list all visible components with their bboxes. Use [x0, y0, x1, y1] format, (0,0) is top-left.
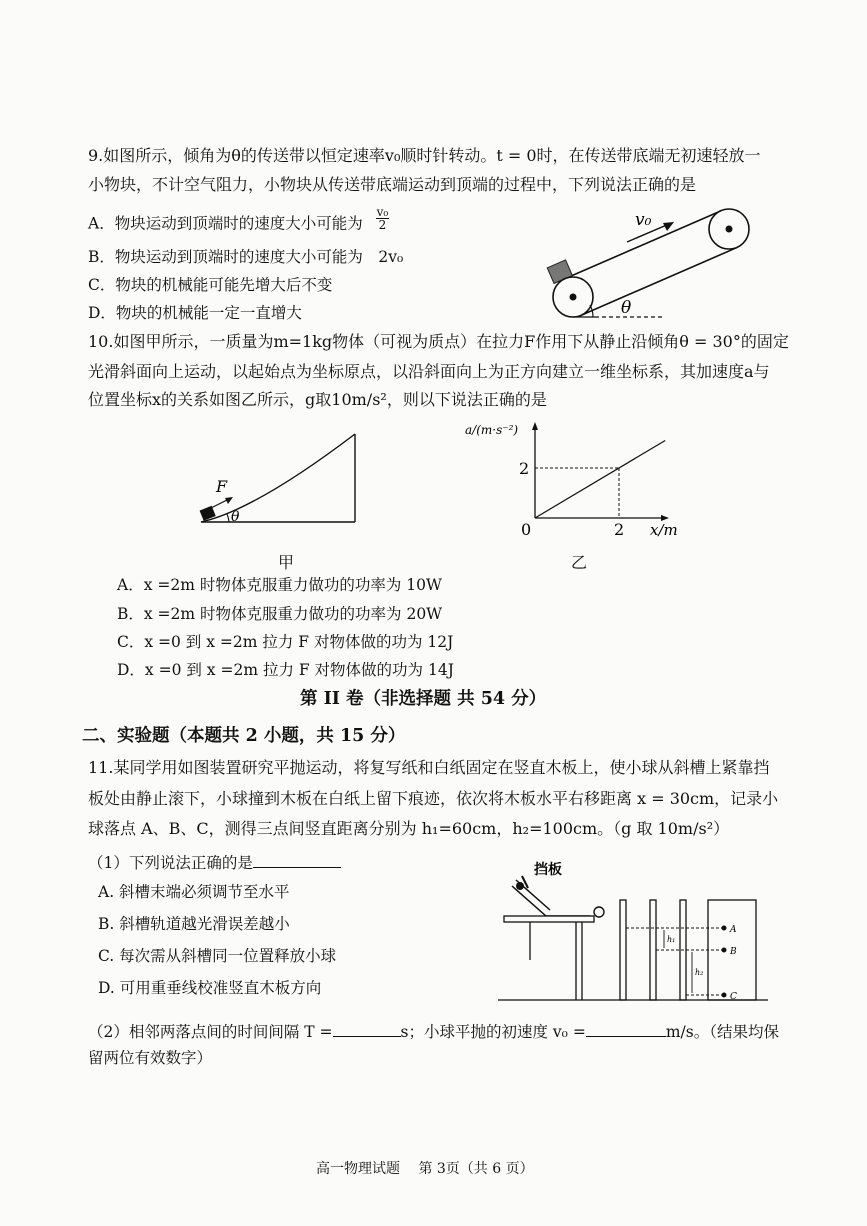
q9-option-c[interactable]: C．物块的机械能可能先增大后不变 [88, 276, 333, 294]
q9-fraction-numerator: v₀ [376, 205, 389, 219]
q11-sub2-text1: （2）相邻两落点间的时间间隔 T = [88, 1023, 333, 1041]
q9-fraction-denominator: 2 [378, 218, 387, 232]
q11-sub2-text2: s；小球平抛的初速度 v₀ = [400, 1023, 586, 1041]
board-position-1 [620, 900, 626, 1000]
q11-option-c[interactable]: C. 每次需从斜槽同一位置释放小球 [98, 947, 337, 965]
h1-label: h₁ [667, 935, 676, 944]
page-footer: 高一物理试题 第 3页（共 6 页） [316, 1161, 534, 1177]
q11-sub1 [88, 853, 341, 872]
conveyor-belt-figure [545, 205, 775, 323]
q10-option-a[interactable]: A．x =2m 时物体克服重力做功的功率为 10W [117, 576, 442, 594]
q9-option-d[interactable]: D．物块的机械能一定一直增大 [88, 304, 302, 322]
part2-title: 第 II 卷（非选择题 共 54 分） [300, 689, 547, 709]
q9-option-a-fraction [376, 206, 390, 231]
q11-sub1-text: （1）下列说法正确的是 [88, 854, 253, 872]
projectile-apparatus-figure [498, 858, 788, 1010]
q9-option-a-text: A．物块运动到顶端时的速度大小可能为 [88, 214, 363, 233]
section2-title: 二、实验题（本题共 2 小题，共 15 分） [82, 726, 406, 746]
series-a-x-line [535, 441, 665, 519]
point-a-label: A [730, 925, 737, 935]
q11-stem-line2: 板处由静止滚下，小球撞到木板在白纸上留下痕迹，依次将木板水平右移距离 x = 30cm，记录小 [88, 789, 779, 808]
q9-option-b[interactable]: B．物块运动到顶端时的速度大小可能为 2v₀ [88, 248, 404, 266]
force-F-label: F [216, 477, 228, 496]
x-tick-label: 2 [614, 520, 625, 539]
figure-yi-caption: 乙 [571, 553, 588, 572]
y-axis-label: a/(m·s⁻²) [465, 423, 519, 437]
y-tick-label: 2 [519, 459, 530, 478]
figure-jia-caption: 甲 [278, 553, 295, 572]
origin-label: 0 [521, 520, 532, 539]
q10-stem-line1: 10.如图甲所示，一质量为m=1kg物体（可视为质点）在拉力F作用下从静止沿倾角θ = 30°的固定 [88, 332, 789, 351]
table-top [504, 916, 594, 922]
h2-label: h₂ [695, 968, 704, 977]
q11-stem-line3: 球落点 A、B、C，测得三点间竖直距离分别为 h₁=60cm，h₂=100cm。（g 取 10m/s²） [88, 819, 730, 838]
q11-time-interval-blank[interactable] [333, 1022, 401, 1037]
q9-stem-line1: 9.如图所示，倾角为θ的传送带以恒定速率v₀顺时针转动。t = 0时，在传送带底端无初速轻放一 [88, 146, 761, 165]
q11-option-a[interactable]: A. 斜槽末端必须调节至水平 [98, 883, 290, 901]
q9-stem-line2: 小物块，不计空气阻力，小物块从传送带底端运动到顶端的过程中，下列说法正确的是 [88, 175, 697, 194]
chute-track [512, 886, 590, 916]
right-pulley-axle [726, 226, 733, 233]
mark-point-b [722, 948, 727, 953]
mark-point-c [722, 993, 727, 998]
acceleration-position-chart [465, 418, 695, 548]
q10-option-b[interactable]: B．x =2m 时物体克服重力做功的功率为 20W [117, 605, 443, 623]
q10-stem-line3: 位置坐标x的关系如图乙所示，g取10m/s²，则以下说法正确的是 [88, 390, 547, 409]
y-axis-arrowhead [532, 422, 538, 430]
velocity-label: v₀ [635, 210, 652, 230]
incline-angle-arc [227, 514, 229, 522]
mark-point-a [722, 926, 727, 931]
q11-sub2-text3: m/s。（结果均保 [665, 1023, 779, 1041]
point-c-label: C [730, 992, 737, 1002]
q11-sub1-answer-blank[interactable] [253, 853, 341, 868]
incline-figure-jia [195, 428, 365, 528]
belt-bottom-edge [581, 248, 737, 316]
angle-theta-label: θ [621, 298, 632, 318]
point-b-label: B [730, 947, 737, 957]
q10-option-d[interactable]: D．x =0 到 x =2m 拉力 F 对物体做的功为 14J [117, 661, 454, 679]
ball-on-chute [516, 882, 524, 890]
q11-stem-line1: 11.某同学用如图装置研究平抛运动，将复写纸和白纸固定在竖直木板上，使小球从斜槽上紧靠挡 [88, 758, 770, 777]
q11-option-d[interactable]: D. 可用重垂线校准竖直木板方向 [98, 979, 322, 997]
q11-sub2 [88, 1022, 779, 1041]
incline-theta-label: θ [231, 509, 240, 525]
q9-option-a[interactable] [88, 205, 389, 237]
q11-option-b[interactable]: B. 斜槽轨道越光滑误差越小 [98, 915, 290, 933]
left-pulley-axle [570, 294, 577, 301]
chute-end-ball [594, 907, 604, 917]
x-axis-label: x/m [650, 521, 678, 539]
board-position-2 [650, 900, 656, 1000]
q10-option-c[interactable]: C．x =0 到 x =2m 拉力 F 对物体做的功为 12J [117, 633, 454, 651]
q11-initial-velocity-blank[interactable] [586, 1022, 666, 1037]
baffle-label: 挡板 [534, 862, 562, 878]
q10-stem-line2: 光滑斜面向上运动，以起始点为坐标原点，以沿斜面向上为正方向建立一维坐标系，其加速度a与 [88, 362, 770, 381]
q11-sub2-line2: 留两位有效数字） [88, 1049, 213, 1067]
